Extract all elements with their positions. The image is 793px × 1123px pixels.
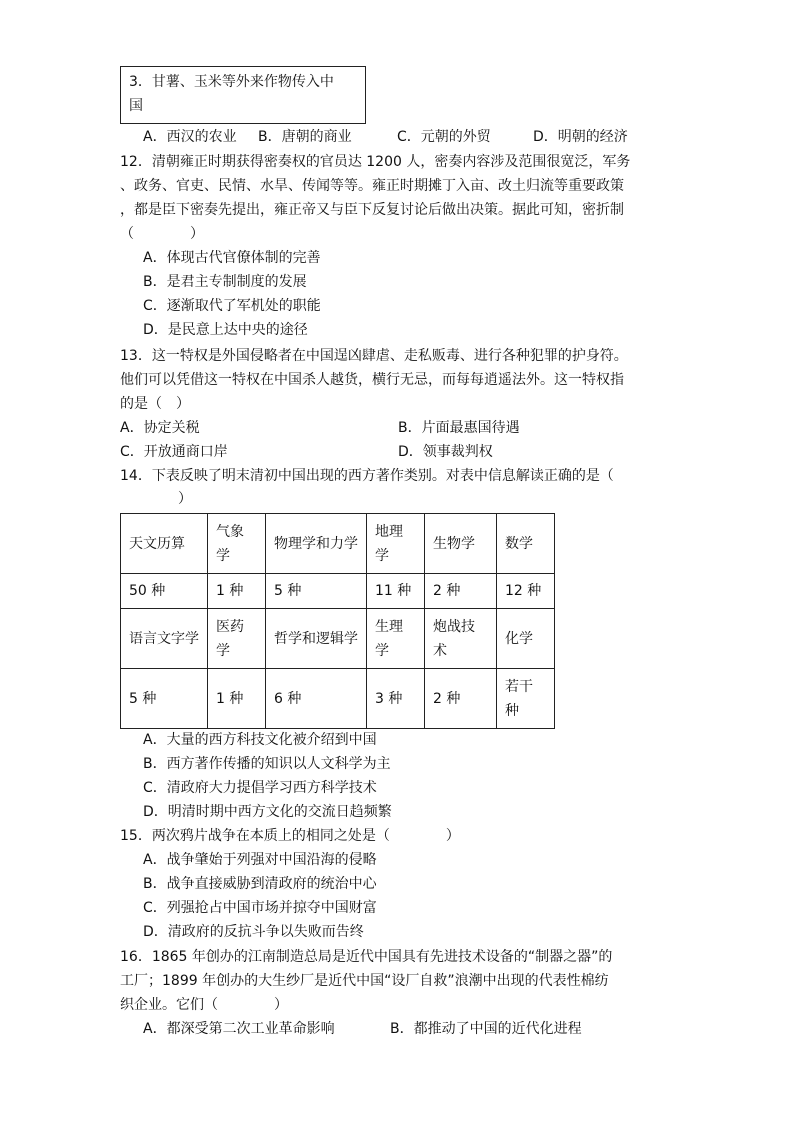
q13-option-b: B．片面最惠国待遇 [398,420,520,436]
q16-option-b: B．都推动了中国的近代化进程 [390,1021,582,1037]
table-cell: 2 种 [425,574,497,609]
q11-option-a: A．西汉的农业 [143,129,237,145]
q12-stem-line-1: 12．清朝雍正时期获得密奏权的官员达 1200 人，密奏内容涉及范围很宽泛，军务 [120,154,631,170]
q11-option-b: B．唐朝的商业 [258,129,352,145]
q11-option-c: C．元朝的外贸 [397,129,491,145]
q11-box-line-1: 3．甘薯、玉米等外来作物传入中 [129,74,334,90]
table-row [121,609,555,669]
q14-option-d: D．明清时期中西方文化的交流日趋频繁 [143,804,392,820]
q12-stem-line-2: 、政务、官吏、民情、水旱、传闻等等。雍正时期摊丁入亩、改土归流等重要政策 [120,178,624,194]
q14-option-a: A．大量的西方科技文化被介绍到中国 [143,732,377,748]
q15-option-a: A．战争肇始于列强对中国沿海的侵略 [143,852,377,868]
table-cell: 3 种 [367,669,425,729]
q12-option-a: A．体现古代官僚体制的完善 [143,250,321,266]
q16-stem-line-1: 16．1865 年创办的江南制造总局是近代中国具有先进技术设备的“制器之器”的 [120,949,613,965]
table-cell: 若干种 [497,669,555,729]
q15-option-b: B．战争直接威胁到清政府的统治中心 [143,876,377,892]
table-cell: 12 种 [497,574,555,609]
q12-stem-line-4: （ ） [120,226,204,242]
q11-material-box [120,66,366,124]
table-cell: 化学 [497,609,555,669]
q16-option-a: A．都深受第二次工业革命影响 [143,1021,335,1037]
table-cell: 数学 [497,514,555,574]
table-cell: 语言文字学 [121,609,208,669]
q12-option-c: C．逐渐取代了军机处的职能 [143,298,321,314]
table-cell: 5 种 [266,574,367,609]
table-cell: 地理学 [367,514,425,574]
q14-stem-line-2: ） [178,491,192,507]
table-cell: 11 种 [367,574,425,609]
q15-option-c: C．列强抢占中国市场并掠夺中国财富 [143,900,377,916]
table-cell: 气象学 [208,514,266,574]
q15-stem: 15．两次鸦片战争在本质上的相同之处是（ ） [120,828,460,844]
q14-option-b: B．西方著作传播的知识以人文科学为主 [143,756,391,772]
table-cell: 1 种 [208,669,266,729]
q12-stem-line-3: ，都是臣下密奏先提出，雍正帝又与臣下反复讨论后做出决策。据此可知，密折制 [120,202,624,218]
table-cell: 1 种 [208,574,266,609]
q16-stem-line-2: 工厂；1899 年创办的大生纱厂是近代中国“设厂自救”浪潮中出现的代表性棉纺 [120,973,609,989]
q12-option-d: D．是民意上达中央的途径 [143,322,308,338]
table-cell: 5 种 [121,669,208,729]
table-cell: 2 种 [425,669,497,729]
table-cell: 物理学和力学 [266,514,367,574]
q14-stem-line-1: 14．下表反映了明末清初中国出现的西方著作类别。对表中信息解读正确的是（ [120,468,614,484]
q13-option-a: A．协定关税 [120,420,200,436]
table-cell: 6 种 [266,669,367,729]
q11-option-d: D．明朝的经济 [533,129,628,145]
table-cell: 医药学 [208,609,266,669]
q16-stem-line-3: 织企业。它们（ ） [120,997,288,1013]
q13-option-d: D．领事裁判权 [398,444,493,460]
q13-stem-line-2: 他们可以凭借这一特权在中国杀人越货，横行无忌，而每每逍遥法外。这一特权指 [120,372,624,388]
table-row [121,514,555,574]
q12-option-b: B．是君主专制制度的发展 [143,274,307,290]
q14-option-c: C．清政府大力提倡学习西方科学技术 [143,780,377,796]
q15-option-d: D．清政府的反抗斗争以失败而告终 [143,924,364,940]
table-cell: 生理学 [367,609,425,669]
q11-box-line-2: 国 [129,98,143,114]
table-cell: 天文历算 [121,514,208,574]
western-works-table [120,513,555,729]
table-row [121,574,555,609]
table-cell: 生物学 [425,514,497,574]
q13-stem-line-3: 的是（ ） [120,396,190,412]
table-cell: 哲学和逻辑学 [266,609,367,669]
table-cell: 50 种 [121,574,208,609]
q13-option-c: C．开放通商口岸 [120,444,228,460]
table-row [121,669,555,729]
q13-stem-line-1: 13．这一特权是外国侵略者在中国逞凶肆虐、走私贩毒、进行各种犯罪的护身符。 [120,348,628,364]
table-cell: 炮战技术 [425,609,497,669]
